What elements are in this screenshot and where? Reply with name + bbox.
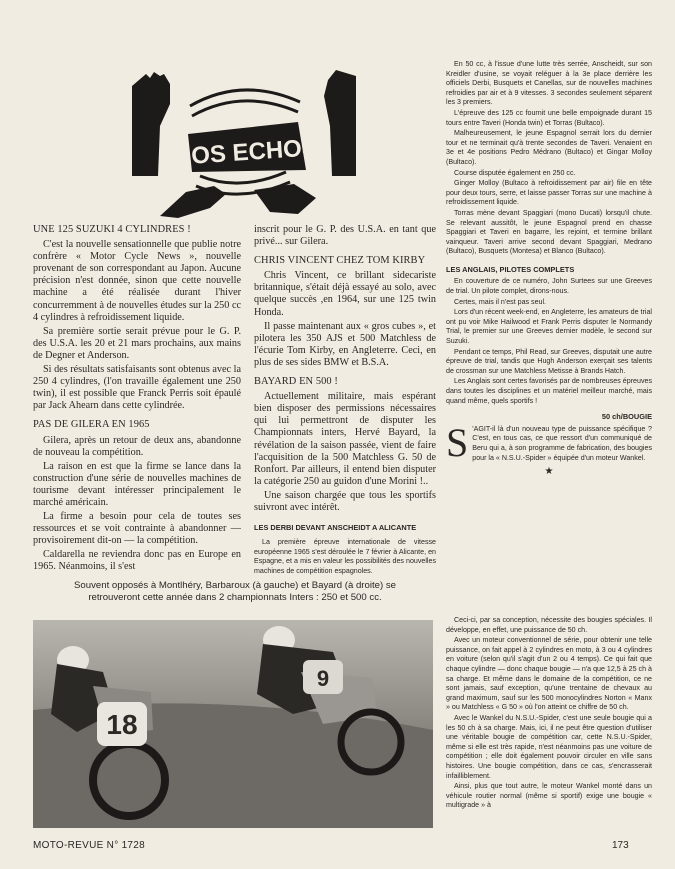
paragraph: La première épreuve internationale de vitesse européenne 1965 s'est déroulée le 7 février à Alicante, en Espagne, et a mis en valeur les possibilités des nouvelles machines de compétition espagnoles. (254, 538, 436, 575)
heading-derbi: LES DERBI DEVANT ANSCHEIDT A ALICANTE (254, 523, 417, 533)
magazine-issue: MOTO-REVUE N° 1728 (33, 840, 146, 851)
heading-50ch-bougie: 50 ch/BOUGIE (601, 412, 652, 422)
paragraph: Avec un moteur conventionnel de série, pour obtenir une telle puissance, on fait appel à 2 cylindres en moto, à 3 ou 4 cylindres en voiture (selon qu'il s'agit d'un 2 ou 4 temps). Ce qui fait que chaque cylindre — donc chaque bougie — n'a que 12,5 à 25 ch à sa charge. Et même dans le domaine de la compétition, ce ne sont jamais, sauf exception, qu'une trentaine de chevaux au grand maximum, sauf sur les 500 monocylindres Norton « Manx » ou Matchless « G 50 » où l'on atteint ce chiffre de 50 ch. (446, 636, 652, 712)
paragraph: Chris Vincent, ce brillant sidecariste britannique, s'était déjà essayé au solo, avec quelque succès ,en 1964, sur une 125 twin Honda. (254, 270, 436, 318)
middle-column (254, 224, 436, 579)
paragraph: Avec le Wankel du N.S.U.-Spider, c'est une seule bougie qui a les 50 ch à sa charge. Mais, ici, il ne peut être question d'utiliser une véritable bougie de compétition car, cette N.S.U.-Spider, même si elle est très rapide, n'est néanmoins pas une voiture de compétition ; elle doit également pouvoir circuler en ville sans histoires. Une bougie compétition, dans ce cas, s'encrasserait infailliblement. (446, 713, 652, 780)
paragraph: C'est la nouvelle sensationnelle que publie notre confrère « Motor Cycle News », nouvelle provenant de son correspondant au Japon. Aucune précision n'est donnée, sinon que cette nouvelle machine a été réalisée durant l'hiver concurremment à de nouvelles études sur la 250 cc 4 cylindres à refroidissement liquide. (33, 239, 241, 323)
race-number-right: 9 (316, 666, 330, 691)
paragraph: Certes, mais il n'est pas seul. (454, 297, 547, 306)
paragraph: inscrit pour le G. P. des U.S.A. en tant que privé... sur Gilera. (254, 224, 436, 248)
paragraph: Course disputée également en 250 cc. (454, 168, 576, 177)
paragraph: Si des résultats satisfaisants sont obtenus avec la 250 4 cylindres, (l'on travaille également une 250 twin), il est possible que Franck Perris soit épaulé par Jack Ahearn dans cette cylindrée. (33, 364, 241, 412)
race-number-left: 18 (106, 709, 138, 740)
paragraph: Ainsi, plus que tout autre, le moteur Wankel monté dans un véhicule routier normal (même si sportif) exige une bougie « multigrade » à (446, 782, 652, 810)
paragraph: En 50 cc, à l'issue d'une lutte très serrée, Anscheidt, sur son Kreidler d'usine, se voyait reléguer à la 3e place derrière les officiels Derbi, Busquets et Canellas, sur de nouvelles machines refroidies par air et à 9 vitesses. 3 secondes seulement séparent les 3 premiers. (446, 60, 652, 107)
paragraph: Une saison chargée que tous les sportifs suivront avec intérêt. (254, 489, 436, 513)
paragraph: Pendant ce temps, Phil Read, sur Greeves, disputait une autre épreuve de trial, tandis que Hugh Anderson exerçait ses talents de crossman sur une Matchless Metisse à Brands Hatch. (446, 347, 652, 375)
nos-echos-logo (130, 66, 356, 218)
paragraph: Actuellement militaire, mais espérant bien disposer des permissions nécessaires qui lui permettront de disputer les Championnats inters, Hervé Bayard, la révélation de la saison passée, vient de faire l'acquisition de la 500 Matchless G. 50 de Ronfort. Par ailleurs, il entend bien disputer la catégorie 250 au guidon d'une Morini !.. (254, 391, 436, 487)
right-column-lower (446, 616, 652, 812)
paragraph: Torras mène devant Spaggiari (mono Ducati) lorsqu'il chute. Se relevant aussitôt, le jeune Espagnol prend en chasse Spaggiari et Taveri en bagarre, les rejoint, et termine brillant vainqueur. Taveri arrive second devant Spaggiari, Medrano (Bultaco), Busquets (Montesa) et Blanco (Bultaco). (446, 208, 652, 256)
paragraph: Caldarella ne reviendra donc pas en Europe en 1965. Néanmoins, il s'est (33, 549, 241, 573)
star-icon: ★ (544, 466, 554, 478)
paragraph: Gilera, après un retour de deux ans, abandonne de nouveau la compétition. (33, 434, 241, 458)
heading-chris-vincent: CHRIS VINCENT CHEZ TOM KIRBY (254, 255, 426, 267)
heading-suzuki: UNE 125 SUZUKI 4 CYLINDRES ! (33, 224, 191, 235)
paragraph: La firme a besoin pour cela de toutes ses ressources et se voit contrainte à abandonner — provisoirement dit-on — la compétition. (33, 511, 241, 547)
left-column (33, 224, 241, 576)
paragraph: Les Anglais sont certes favorisés par de nombreuses épreuves dans toutes les disciplines et un matériel meilleur marché, mais quand même, quels sportifs ! (446, 377, 652, 405)
race-photo (33, 620, 433, 828)
paragraph: Ceci-ci, par sa conception, nécessite des bougies spéciales. Il développe, en effet, une puissance de 50 ch. (446, 616, 652, 634)
paragraph: 'AGIT-il là d'un nouveau type de puissance spécifique ? C'est, en tous cas, ce que ressort d'un communiqué de Beru qui a, à son programme de fabrication, des bougies pour la « N.S.U.-Spider » équipée d'un moteur Wankel. (472, 424, 652, 462)
paragraph: La raison en est que la firme se lance dans la construction d'une série de nouvelles machines de tourisme devant intéresser principalement le marché américain. (33, 460, 241, 508)
page-number: 173 (612, 840, 629, 851)
heading-gilera: PAS DE GILERA EN 1965 (33, 419, 150, 431)
paragraph: L'épreuve des 125 cc fournit une belle empoignade durant 15 tours entre Taveri (Honda twin) et Torras (Bultaco). (446, 108, 652, 127)
photo-caption: Souvent opposés à Montlhéry, Barbaroux (à gauche) et Bayard (à droite) se retrouveront cette année dans 2 championnats Inters : 250 et 500 cc. (74, 580, 396, 603)
heading-anglais: LES ANGLAIS, PILOTES COMPLETS (446, 264, 575, 274)
paragraph: Lors d'un récent week-end, en Angleterre, les amateurs de trial ont pu voir Mike Hailwood et Frank Perris disputer le Normandy Trial, le premier sur une Greeves dernier modèle, le second sur Suzuki. (446, 308, 652, 346)
paragraph: En couverture de ce numéro, John Surtees sur une Greeves de trial. Un pilote complet, dirons-nous. (446, 277, 652, 296)
right-column (446, 60, 652, 480)
paragraph: Malheureusement, le jeune Espagnol serrait lors du dernier tour et ne terminait qu'à trente secondes de Taveri. Venaient en 3e et 4e positions Pedro Médrano (Bultaco) et Gingar Molloy (Bultaco). (446, 129, 652, 166)
paragraph: Ginger Molloy (Bultaco à refroidissement par air) file en tête pour deux tours, serre, et laisse passer Torras sur une machine à refroidissement liquide. (446, 179, 652, 207)
paragraph: Sa première sortie serait prévue pour le G. P. des U.S.A. les 20 et 21 mars prochains, aux mains de Degner et Anderson. (33, 325, 241, 361)
paragraph: Il passe maintenant aux « gros cubes », et pilotera les 350 AJS et 500 Matchless de l'écurie Tom Kirby, en Angleterre. Ceci, en plus de ses sides BMW et B.S.A. (254, 320, 436, 368)
heading-bayard: BAYARD EN 500 ! (254, 376, 338, 388)
logo-text: NOS ECHOS (173, 134, 319, 171)
drop-cap: S (446, 424, 469, 465)
